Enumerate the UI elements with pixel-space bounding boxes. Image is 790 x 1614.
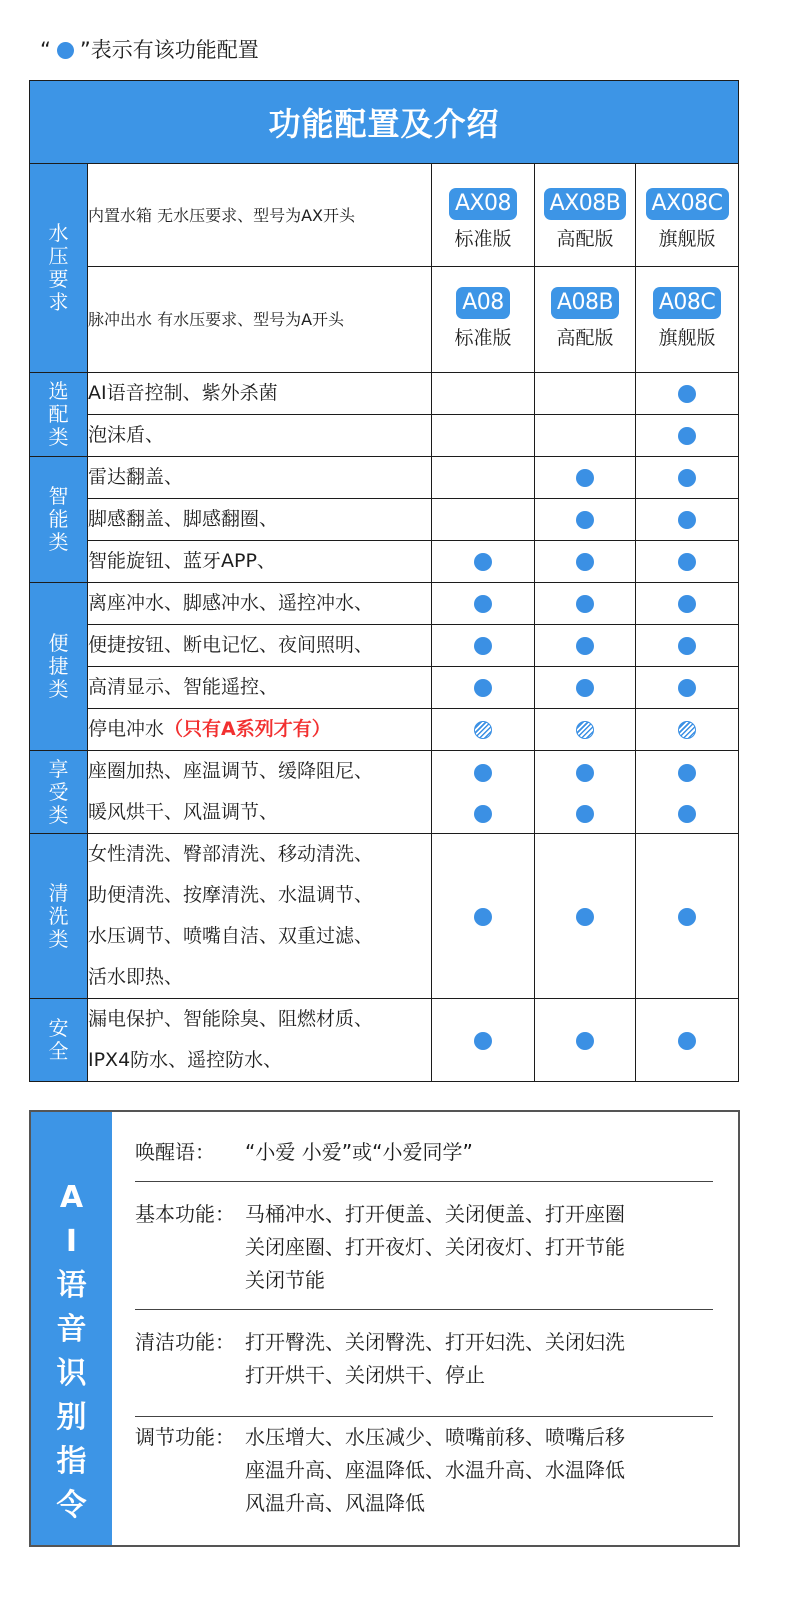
feature-line: 停电冲水（只有A系列才有） bbox=[88, 718, 331, 740]
feature-line: 离座冲水、脚感冲水、遥控冲水、 bbox=[88, 592, 374, 614]
feature-desc bbox=[88, 834, 432, 999]
feature-desc bbox=[88, 373, 432, 415]
dot-icon bbox=[678, 595, 696, 613]
dot-icon bbox=[678, 805, 696, 823]
model-code-badge: A08C bbox=[653, 287, 721, 319]
mark-cell bbox=[535, 457, 636, 499]
ai-section-text: 马桶冲水、打开便盖、关闭便盖、打开座圈 bbox=[245, 1202, 625, 1226]
model-cell bbox=[535, 164, 636, 267]
legend-close-quote: ” bbox=[79, 38, 91, 62]
category-convenience bbox=[30, 583, 88, 751]
category-char: 智 bbox=[48, 484, 69, 508]
mark-cell bbox=[432, 499, 535, 541]
ai-side-char: 识 bbox=[56, 1356, 87, 1391]
feature-row bbox=[30, 541, 739, 583]
mark-line bbox=[432, 792, 534, 833]
feature-row bbox=[30, 625, 739, 667]
dot-icon bbox=[678, 764, 696, 782]
category-char: 能 bbox=[48, 507, 69, 531]
water-pressure-desc: 内置水箱 无水压要求、型号为AX开头 bbox=[88, 164, 432, 267]
dot-icon bbox=[576, 511, 594, 529]
model-cell bbox=[432, 164, 535, 267]
feature-desc bbox=[88, 583, 432, 625]
feature-row bbox=[30, 834, 739, 999]
category-char: 压 bbox=[48, 244, 69, 268]
ai-section-label: 基本功能： bbox=[135, 1202, 235, 1226]
feature-line: AI语音控制、紫外杀菌 bbox=[88, 382, 278, 404]
dot-icon bbox=[678, 908, 696, 926]
mark-cell bbox=[636, 415, 739, 457]
mark-cell bbox=[535, 373, 636, 415]
dot-icon bbox=[576, 805, 594, 823]
dot-icon bbox=[474, 1032, 492, 1050]
feature-line: 脚感翻盖、脚感翻圈、 bbox=[88, 508, 279, 530]
ai-side-char: 令 bbox=[56, 1488, 87, 1523]
ai-voice-side-title bbox=[31, 1112, 112, 1545]
model-code-badge: A08 bbox=[456, 287, 510, 319]
mark-cell bbox=[535, 499, 636, 541]
mark-cell bbox=[432, 415, 535, 457]
category-char: 选 bbox=[48, 379, 69, 403]
ai-section-text: 打开臀洗、关闭臀洗、打开妇洗、关闭妇洗 bbox=[245, 1330, 625, 1354]
mark-cell bbox=[636, 583, 739, 625]
title-row bbox=[30, 81, 739, 164]
category-char: 受 bbox=[48, 779, 69, 804]
feature-row bbox=[30, 373, 739, 415]
dot-icon bbox=[576, 595, 594, 613]
mark-cell bbox=[535, 625, 636, 667]
dot-icon bbox=[678, 553, 696, 571]
feature-line: 漏电保护、智能除臭、阻燃材质、 bbox=[88, 1008, 374, 1030]
feature-row bbox=[30, 457, 739, 499]
mark-cell bbox=[432, 999, 535, 1082]
ai-section-text: 关闭座圈、打开夜灯、关闭夜灯、打开节能 bbox=[245, 1235, 625, 1259]
hatched-dot-icon bbox=[678, 721, 696, 739]
model-version: 旗舰版 bbox=[658, 327, 716, 349]
category-char: 要 bbox=[48, 267, 69, 291]
model-code-badge: AX08B bbox=[544, 188, 627, 220]
mark-cell bbox=[432, 751, 535, 834]
mark-cell bbox=[432, 625, 535, 667]
mark-cell bbox=[432, 834, 535, 999]
dot-icon bbox=[474, 553, 492, 571]
feature-desc bbox=[88, 709, 432, 751]
mark-cell bbox=[636, 709, 739, 751]
mark-cell bbox=[535, 999, 636, 1082]
feature-line: 便捷按钮、断电记忆、夜间照明、 bbox=[88, 634, 374, 656]
dot-icon bbox=[474, 679, 492, 697]
feature-desc bbox=[88, 541, 432, 583]
dot-icon bbox=[474, 764, 492, 782]
model-code-badge: AX08 bbox=[449, 188, 517, 220]
ai-section-text: 打开烘干、关闭烘干、停止 bbox=[245, 1363, 485, 1387]
mark-cell bbox=[636, 373, 739, 415]
water-pressure-desc: 脉冲出水 有水压要求、型号为A开头 bbox=[88, 267, 432, 373]
model-version: 标准版 bbox=[454, 327, 512, 349]
mark-line bbox=[636, 751, 738, 792]
dot-icon bbox=[474, 805, 492, 823]
hatched-dot-icon bbox=[576, 721, 594, 739]
ai-side-char: 音 bbox=[56, 1312, 87, 1347]
dot-icon bbox=[678, 637, 696, 655]
mark-cell bbox=[432, 583, 535, 625]
model-version: 高配版 bbox=[556, 228, 614, 250]
category-char: 求 bbox=[48, 290, 69, 314]
dot-icon bbox=[678, 469, 696, 487]
feature-row bbox=[30, 667, 739, 709]
category-comfort bbox=[30, 751, 88, 834]
category-char: 享 bbox=[48, 756, 69, 781]
category-char: 类 bbox=[48, 530, 69, 554]
mark-cell bbox=[432, 709, 535, 751]
category-optional bbox=[30, 373, 88, 457]
mark-cell bbox=[535, 415, 636, 457]
model-cell bbox=[636, 164, 739, 267]
ai-side-char: 指 bbox=[56, 1444, 87, 1479]
mark-cell bbox=[636, 625, 739, 667]
mark-cell bbox=[535, 541, 636, 583]
category-char: 清 bbox=[48, 880, 69, 905]
feature-row bbox=[30, 999, 739, 1082]
dot-icon bbox=[576, 908, 594, 926]
category-char: 全 bbox=[48, 1039, 69, 1063]
dot-icon bbox=[678, 511, 696, 529]
legend bbox=[40, 34, 259, 66]
feature-line: 女性清洗、臀部清洗、移动清洗、 bbox=[88, 843, 374, 865]
dot-icon bbox=[474, 595, 492, 613]
category-safety bbox=[30, 999, 88, 1082]
feature-line: IPX4防水、遥控防水、 bbox=[88, 1049, 283, 1071]
divider bbox=[135, 1181, 713, 1182]
ai-section-label: 清洁功能： bbox=[135, 1330, 235, 1354]
ai-section-text: “小爱 小爱”或“小爱同学” bbox=[245, 1140, 473, 1164]
category-smart bbox=[30, 457, 88, 583]
ai-section-text: 关闭节能 bbox=[245, 1268, 325, 1292]
feature-desc bbox=[88, 751, 432, 834]
hatched-dot-icon bbox=[474, 721, 492, 739]
feature-row bbox=[30, 499, 739, 541]
mark-cell bbox=[432, 373, 535, 415]
dot-icon bbox=[474, 908, 492, 926]
water-pressure-row bbox=[30, 267, 739, 373]
config-table bbox=[29, 80, 739, 1082]
mark-line bbox=[636, 792, 738, 833]
mark-cell bbox=[636, 751, 739, 834]
feature-line: 智能旋钮、蓝牙APP、 bbox=[88, 550, 276, 572]
mark-line bbox=[432, 751, 534, 792]
mark-cell bbox=[636, 667, 739, 709]
model-version: 旗舰版 bbox=[658, 228, 716, 250]
mark-line bbox=[535, 792, 635, 833]
mark-cell bbox=[636, 541, 739, 583]
category-char: 类 bbox=[48, 677, 69, 701]
mark-cell bbox=[636, 999, 739, 1082]
dot-icon bbox=[576, 637, 594, 655]
category-char: 类 bbox=[48, 425, 69, 449]
ai-side-char: A bbox=[59, 1180, 84, 1215]
dot-icon bbox=[678, 385, 696, 403]
mark-cell bbox=[535, 709, 636, 751]
model-version: 标准版 bbox=[454, 228, 512, 250]
mark-cell bbox=[535, 751, 636, 834]
category-water-pressure bbox=[30, 164, 88, 373]
feature-line: 雷达翻盖、 bbox=[88, 466, 184, 488]
model-cell bbox=[535, 267, 636, 373]
model-cell bbox=[432, 267, 535, 373]
dot-icon bbox=[576, 764, 594, 782]
feature-row bbox=[30, 415, 739, 457]
dot-icon bbox=[678, 427, 696, 445]
water-pressure-row bbox=[30, 164, 739, 267]
dot-icon bbox=[474, 637, 492, 655]
ai-section-text: 风温升高、风温降低 bbox=[245, 1491, 425, 1515]
ai-section-text: 座温升高、座温降低、水温升高、水温降低 bbox=[245, 1458, 625, 1482]
dot-icon bbox=[576, 553, 594, 571]
feature-row bbox=[30, 709, 739, 751]
feature-desc bbox=[88, 415, 432, 457]
category-char: 便 bbox=[48, 631, 69, 655]
feature-line: 助便清洗、按摩清洗、水温调节、 bbox=[88, 884, 374, 906]
category-char: 水 bbox=[48, 221, 69, 245]
feature-line: 泡沫盾、 bbox=[88, 424, 165, 446]
mark-cell bbox=[636, 499, 739, 541]
feature-desc bbox=[88, 625, 432, 667]
mark-cell bbox=[535, 834, 636, 999]
ai-side-char: I bbox=[65, 1224, 78, 1259]
mark-cell bbox=[432, 667, 535, 709]
feature-desc bbox=[88, 457, 432, 499]
divider bbox=[135, 1309, 713, 1310]
mark-cell bbox=[432, 457, 535, 499]
legend-dot-icon bbox=[57, 42, 74, 59]
legend-open-quote: “ bbox=[40, 38, 51, 62]
dot-icon bbox=[576, 469, 594, 487]
feature-line: 座圈加热、座温调节、缓降阻尼、 bbox=[88, 760, 374, 782]
mark-cell bbox=[432, 541, 535, 583]
mark-cell bbox=[636, 457, 739, 499]
feature-desc bbox=[88, 999, 432, 1082]
feature-desc bbox=[88, 499, 432, 541]
category-char: 配 bbox=[48, 402, 69, 426]
model-code-badge: AX08C bbox=[646, 188, 729, 220]
category-char: 安 bbox=[48, 1016, 69, 1040]
feature-line: 活水即热、 bbox=[88, 966, 184, 988]
feature-line: 暖风烘干、风温调节、 bbox=[88, 801, 279, 823]
feature-row bbox=[30, 583, 739, 625]
dot-icon bbox=[576, 1032, 594, 1050]
ai-voice-panel bbox=[29, 1110, 740, 1547]
category-char: 类 bbox=[48, 926, 69, 951]
model-version: 高配版 bbox=[556, 327, 614, 349]
category-cleaning bbox=[30, 834, 88, 999]
dot-icon bbox=[576, 679, 594, 697]
category-char: 类 bbox=[48, 802, 69, 827]
ai-section-label: 调节功能： bbox=[135, 1425, 235, 1449]
dot-icon bbox=[678, 1032, 696, 1050]
mark-cell bbox=[636, 834, 739, 999]
legend-text: 表示有该功能配置 bbox=[90, 38, 259, 62]
feature-line: 高清显示、智能遥控、 bbox=[88, 676, 279, 698]
model-cell bbox=[636, 267, 739, 373]
feature-desc bbox=[88, 667, 432, 709]
feature-row bbox=[30, 751, 739, 834]
ai-section-label: 唤醒语： bbox=[135, 1140, 215, 1164]
dot-icon bbox=[678, 679, 696, 697]
ai-side-char: 语 bbox=[56, 1268, 87, 1303]
category-char: 捷 bbox=[48, 654, 69, 678]
mark-cell bbox=[535, 667, 636, 709]
mark-line bbox=[535, 751, 635, 792]
feature-line: 水压调节、喷嘴自洁、双重过滤、 bbox=[88, 925, 374, 947]
ai-side-char: 别 bbox=[56, 1400, 87, 1435]
table-title: 功能配置及介绍 bbox=[30, 81, 739, 164]
model-code-badge: A08B bbox=[551, 287, 619, 319]
ai-section-text: 水压增大、水压减少、喷嘴前移、喷嘴后移 bbox=[245, 1425, 625, 1449]
mark-cell bbox=[535, 583, 636, 625]
divider bbox=[135, 1416, 713, 1417]
feature-note: （只有A系列才有） bbox=[164, 718, 331, 740]
category-char: 洗 bbox=[48, 903, 69, 928]
